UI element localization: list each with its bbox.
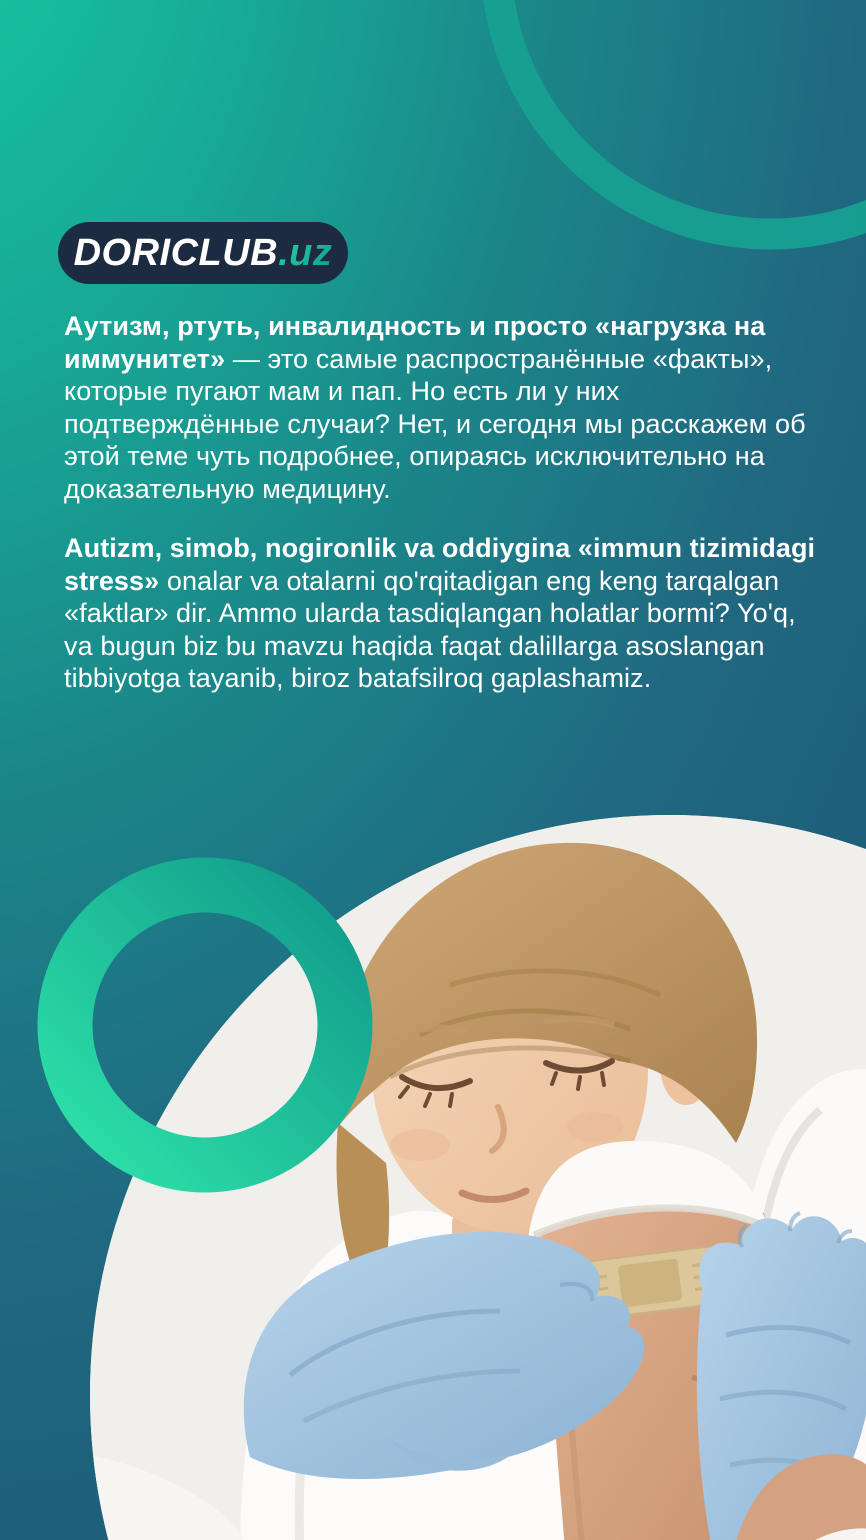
paragraph-russian-regular: — это самые распространённые «факты», которые пугают мам и пап. Но есть ли у них подтверждённые случаи? Нет, и сегодня мы расскажем об этой теме чуть подробнее, опираясь исключительно на доказательную медицину. [64, 343, 806, 504]
paragraph-russian-bold: Аутизм, ртуть, инвалидность и просто «нагрузка на иммунитет» [64, 311, 766, 374]
logo-doriclub [58, 222, 348, 284]
decor-ring-left-icon [20, 840, 400, 1220]
logo-domain-text: .uz [278, 231, 333, 274]
paragraph-uzbek-bold: Autizm, simob, nogironlik va oddiygina «immun tizimidagi stress» [64, 533, 816, 596]
paragraph-uzbek [64, 532, 828, 695]
logo-brand-text: DORICLUB [73, 231, 279, 274]
paragraph-uzbek-regular: onalar va otalarni qo'rqitadigan eng keng tarqalgan «faktlar» dir. Ammo ularda tasdiqlangan holatlar bormi? Yo'q, va bugun biz bu mavzu haqida faqat dalillarga asoslangan tibbiyotga tayanib, biroz batafsilroq gaplashamiz. [64, 565, 796, 693]
paragraph-russian [64, 310, 828, 505]
